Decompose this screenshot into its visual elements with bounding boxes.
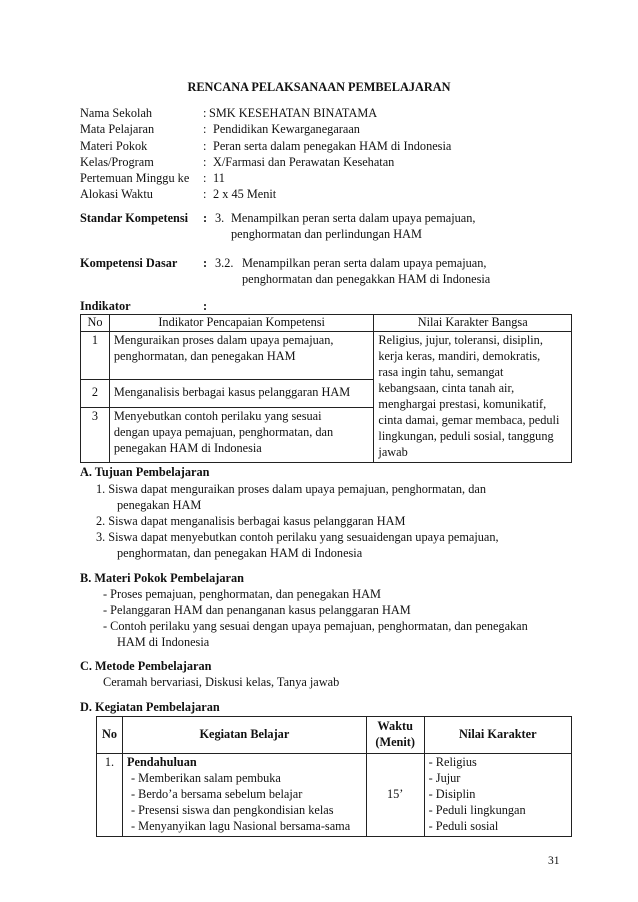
standar-kompetensi-text: Menampilkan peran serta dalam upaya pemajuan,	[231, 211, 476, 225]
identity-value: SMK KESEHATAN BINATAMA	[209, 106, 378, 120]
kegiatan-table	[96, 716, 572, 837]
nilai-item: - Peduli lingkungan	[428, 802, 526, 817]
kegiatan-item: - Memberikan salam pembuka	[130, 770, 281, 785]
indikator-label: Indikator	[80, 299, 131, 313]
indikator-cell	[109, 379, 374, 407]
standar-kompetensi-number: 3.	[215, 211, 225, 225]
identity-row	[80, 155, 580, 171]
section-heading-materi: B. Materi Pokok Pembelajaran	[80, 571, 244, 585]
kegiatan-title: Pendahuluan	[126, 754, 197, 769]
indikator-cell	[109, 407, 374, 462]
identity-row	[80, 171, 580, 187]
header-line: Waktu	[377, 719, 413, 733]
column-header: Nilai Karakter	[424, 717, 571, 754]
materi-item: - Contoh perilaku yang sesuai dengan upaya pemajuan, penghormatan, dan penegakan	[103, 619, 528, 633]
kompetensi-dasar-colon: :	[203, 256, 208, 270]
row-number: 1.	[97, 753, 123, 836]
indikator-cell	[109, 331, 374, 379]
cell-line: penghormatan, dan penegakan HAM	[113, 348, 296, 363]
materi-item: - Proses pemajuan, penghormatan, dan penegakan HAM	[103, 587, 381, 601]
identity-label: Pertemuan Minggu ke	[80, 171, 190, 186]
page-number: 31	[548, 855, 560, 867]
column-header: No	[81, 315, 110, 332]
indikator	[80, 299, 580, 315]
identity-label: Nama Sekolah	[80, 106, 153, 120]
identity-value: Pendidikan Kewarganegaraan	[213, 122, 360, 137]
page-title: RENCANA PELAKSANAAN PEMBELAJARAN	[187, 80, 451, 94]
cell-line: kebangsaan, cinta tanah air,	[378, 380, 515, 395]
table-header-row	[97, 717, 572, 754]
nilai-item: - Jujur	[428, 770, 461, 785]
identity-colon: :	[203, 187, 207, 202]
tujuan-item: 1. Siswa dapat menguraikan proses dalam upaya pemajuan, penghormatan, dan	[96, 482, 486, 496]
cell-line: penegakan HAM di Indonesia	[113, 440, 262, 455]
identity-label: Alokasi Waktu	[80, 187, 153, 202]
identity-block	[80, 106, 580, 204]
identity-colon: :	[203, 138, 207, 153]
identity-value: 11	[213, 171, 225, 186]
identity-colon: :	[203, 171, 207, 186]
identity-row	[80, 122, 580, 138]
kompetensi-dasar	[80, 256, 580, 290]
column-header: Nilai Karakter Bangsa	[374, 315, 572, 332]
nilai-item: - Religius	[428, 754, 477, 769]
kompetensi-dasar-text: Menampilkan peran serta dalam upaya pemajuan,	[242, 256, 487, 270]
cell-line: dengan upaya pemajuan, penghormatan, dan	[113, 424, 334, 439]
indikator-table	[80, 314, 572, 463]
table-row	[97, 753, 572, 836]
identity-label: Kelas/Program	[80, 154, 154, 169]
identity-label: Mata Pelajaran	[80, 122, 155, 137]
identity-row	[80, 106, 580, 122]
section-heading-tujuan: A. Tujuan Pembelajaran	[80, 465, 210, 479]
row-number: 2	[81, 379, 110, 407]
tujuan-item: 3. Siswa dapat menyebutkan contoh perilaku yang sesuaidengan upaya pemajuan,	[96, 530, 499, 544]
kegiatan-item: - Presensi siswa dan pengkondisian kelas	[130, 802, 334, 817]
tujuan-item: 2. Siswa dapat menganalisis berbagai kasus pelanggaran HAM	[96, 514, 406, 528]
cell-line: menghargai prestasi, komunikatif,	[378, 396, 547, 411]
identity-label: Materi Pokok	[80, 138, 148, 153]
identity-value: Peran serta dalam penegakan HAM di Indonesia	[213, 138, 452, 153]
nilai-item: - Peduli sosial	[428, 818, 499, 833]
identity-value: X/Farmasi dan Perawatan Kesehatan	[213, 154, 395, 169]
tujuan-item: penghormatan, dan penegakan HAM di Indonesia	[117, 546, 363, 560]
identity-row	[80, 139, 580, 155]
column-header: Kegiatan Belajar	[122, 717, 366, 754]
identity-value: 2 x 45 Menit	[213, 187, 277, 202]
waktu-cell: 15’	[366, 753, 424, 836]
nilai-item: - Disiplin	[428, 786, 476, 801]
cell-line: jawab	[378, 444, 408, 459]
header-line: (Menit)	[375, 734, 415, 749]
identity-row	[80, 187, 580, 203]
standar-kompetensi-text: penghormatan dan perlindungan HAM	[231, 227, 422, 241]
column-header	[366, 717, 424, 754]
identity-colon: :	[203, 122, 207, 137]
nilai-karakter-cell	[374, 331, 572, 462]
column-header: Indikator Pencapaian Kompetensi	[109, 315, 374, 332]
cell-line: cinta damai, gemar membaca, peduli	[378, 412, 560, 427]
standar-kompetensi-label: Standar Kompetensi	[80, 211, 189, 225]
table-header-row	[81, 315, 572, 332]
nilai-karakter-cell	[424, 753, 571, 836]
cell-line: Menganalisis berbagai kasus pelanggaran HAM	[113, 385, 351, 400]
metode-text: Ceramah bervariasi, Diskusi kelas, Tanya jawab	[103, 675, 340, 689]
tujuan-item: penegakan HAM	[117, 498, 202, 512]
section-heading-metode: C. Metode Pembelajaran	[80, 659, 212, 673]
cell-line: rasa ingin tahu, semangat	[378, 364, 504, 379]
cell-line: Menyebutkan contoh perilaku yang sesuai	[113, 408, 322, 423]
standar-kompetensi-colon: :	[203, 211, 208, 225]
section-heading-kegiatan: D. Kegiatan Pembelajaran	[80, 700, 220, 714]
identity-colon: :	[203, 154, 207, 169]
cell-line: Religius, jujur, toleransi, disiplin,	[378, 332, 543, 347]
row-number: 1	[81, 331, 110, 379]
kegiatan-item: - Menyanyikan lagu Nasional bersama-sama	[130, 818, 351, 833]
kegiatan-item: - Berdo’a bersama sebelum belajar	[130, 786, 303, 801]
materi-item: HAM di Indonesia	[117, 635, 210, 649]
indikator-colon: :	[203, 299, 208, 313]
column-header: No	[97, 717, 123, 754]
kompetensi-dasar-label: Kompetensi Dasar	[80, 256, 178, 270]
cell-line: kerja keras, mandiri, demokratis,	[378, 348, 541, 363]
kompetensi-dasar-number: 3.2.	[215, 256, 234, 270]
kompetensi-dasar-text: penghormatan dan penegakkan HAM di Indonesia	[242, 272, 491, 286]
identity-colon: :	[203, 106, 207, 120]
materi-item: - Pelanggaran HAM dan penanganan kasus pelanggaran HAM	[103, 603, 411, 617]
row-number: 3	[81, 407, 110, 462]
table-row	[81, 331, 572, 379]
kegiatan-cell	[122, 753, 366, 836]
cell-line: Menguraikan proses dalam upaya pemajuan,	[113, 332, 334, 347]
cell-line: lingkungan, peduli sosial, tanggung	[378, 428, 554, 443]
standar-kompetensi	[80, 211, 580, 245]
